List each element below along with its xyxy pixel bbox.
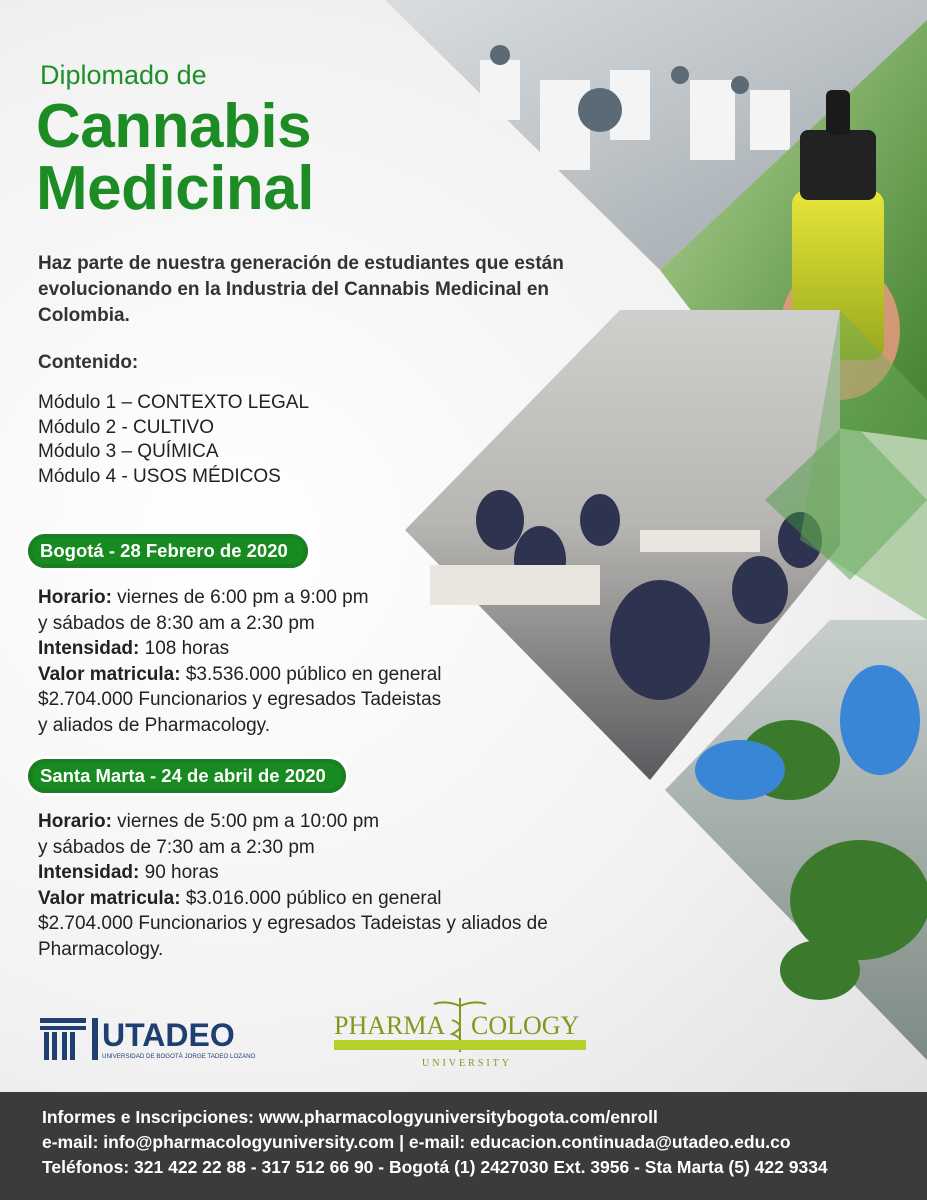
utadeo-logo bbox=[40, 1012, 280, 1064]
svg-text:UTADEO: UTADEO bbox=[102, 1017, 235, 1053]
horario-value: viernes de 5:00 pm a 10:00 pm bbox=[111, 811, 380, 832]
subtitle: Diplomado de bbox=[40, 60, 207, 90]
title-line-1: Cannabis bbox=[36, 92, 312, 161]
bogota-date-badge: Bogotá - 28 Febrero de 2020 bbox=[28, 534, 308, 568]
valor-value: y aliados de Pharmacology. bbox=[38, 714, 270, 736]
intensidad-label: Intensidad: bbox=[38, 638, 140, 659]
horario-label: Horario: bbox=[38, 811, 112, 832]
footer-email-line: e-mail: info@pharmacologyuniversity.com | e-mail: educacion.continuada@utadeo.edu.co bbox=[42, 1132, 791, 1152]
intensidad-value: 90 horas bbox=[139, 862, 219, 883]
footer-enroll-line: Informes e Inscripciones: www.pharmacologyuniversitybogota.com/enroll bbox=[42, 1107, 658, 1127]
svg-text:COLOGY: COLOGY bbox=[471, 1011, 580, 1040]
contact-footer bbox=[0, 1092, 927, 1200]
svg-text:PHARMA: PHARMA bbox=[334, 1011, 446, 1040]
santa-marta-date-badge: Santa Marta - 24 de abril de 2020 bbox=[28, 759, 346, 793]
list-item: Módulo 3 – QUÍMICA bbox=[38, 441, 219, 462]
pharmacology-logo bbox=[330, 994, 590, 1072]
valor-value: $2.704.000 Funcionarios y egresados Tadeistas bbox=[38, 689, 442, 710]
contenido-label: Contenido: bbox=[38, 352, 139, 373]
santa-marta-details bbox=[38, 809, 548, 962]
valor-value: $2.704.000 Funcionarios y egresados Tadeistas y aliados de bbox=[38, 913, 548, 934]
horario-value: y sábados de 8:30 am a 2:30 pm bbox=[38, 612, 315, 634]
title-line-2: Medicinal bbox=[36, 154, 315, 223]
intro-text: Haz parte de nuestra generación de estudiantes que están evolucionando en la Industria del Cannabis Medicinal en Colombia. bbox=[38, 253, 564, 326]
list-item: Módulo 2 - CULTIVO bbox=[38, 416, 214, 438]
list-item: Módulo 1 – CONTEXTO LEGAL bbox=[38, 392, 310, 413]
module-list bbox=[38, 391, 309, 489]
valor-label: Valor matricula: bbox=[38, 663, 181, 685]
valor-value: $3.016.000 público en general bbox=[180, 887, 442, 909]
horario-label: Horario: bbox=[38, 587, 112, 608]
horario-value: y sábados de 7:30 am a 2:30 pm bbox=[38, 836, 315, 858]
footer-phone-line: Teléfonos: 321 422 22 88 - 317 512 66 90 - Bogotá (1) 2427030 Ext. 3956 - Sta Marta (5) 422 9334 bbox=[42, 1157, 828, 1177]
page-title bbox=[36, 92, 315, 223]
svg-text:UNIVERSIDAD DE BOGOTÁ JORGE TA: UNIVERSIDAD DE BOGOTÁ JORGE TADEO LOZANO bbox=[102, 1053, 256, 1060]
svg-text:UNIVERSITY: UNIVERSITY bbox=[422, 1058, 512, 1069]
valor-label: Valor matricula: bbox=[38, 887, 181, 909]
list-item: Módulo 4 - USOS MÉDICOS bbox=[38, 465, 281, 487]
intensidad-label: Intensidad: bbox=[38, 862, 140, 883]
bogota-details bbox=[38, 585, 442, 738]
valor-value: Pharmacology. bbox=[38, 938, 164, 960]
valor-value: $3.536.000 público en general bbox=[180, 663, 442, 685]
horario-value: viernes de 6:00 pm a 9:00 pm bbox=[111, 587, 369, 608]
intensidad-value: 108 horas bbox=[139, 638, 230, 659]
